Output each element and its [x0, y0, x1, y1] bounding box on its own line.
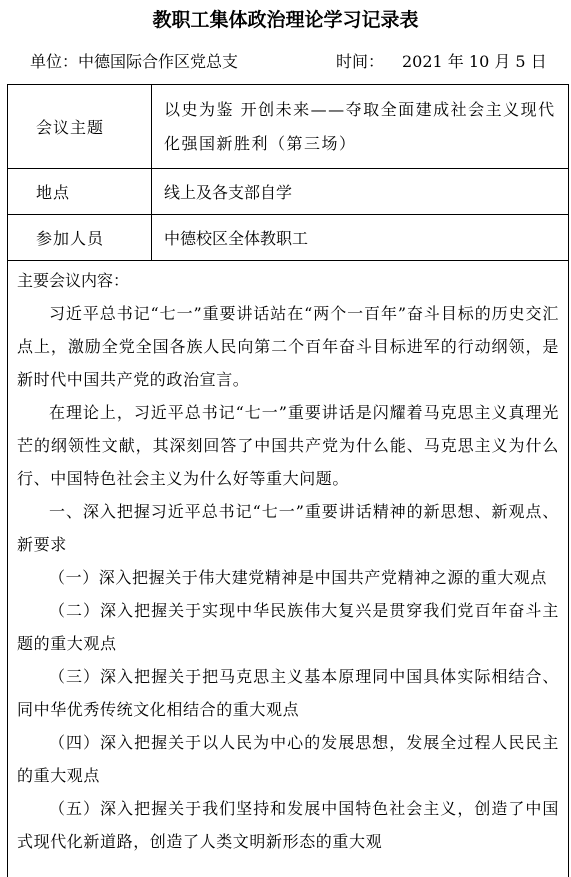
table-row-participants [8, 215, 569, 261]
date-value: 2021 年 10 月 5 日 [402, 52, 547, 71]
form-title: 教职工集体政治理论学习记录表 [152, 9, 419, 31]
content-paragraph: 习近平总书记“七一”重要讲话站在“两个一百年”奋斗目标的历史交汇点上，激励全党全国各族人民向第二个百年奋斗目标进军的行动纲领，是新时代中国共产党的政治宣言。 [17, 304, 559, 389]
content-paragraph: 一、深入把握习近平总书记“七一”重要讲话精神的新思想、新观点、新要求 [17, 502, 559, 554]
location-label: 地点 [8, 169, 152, 215]
participants-value: 中德校区全体教职工 [152, 215, 569, 261]
meeting-content [7, 260, 569, 877]
table-row-location [8, 169, 569, 215]
location-value: 线上及各支部自学 [152, 169, 569, 215]
unit-field: 单位：中德国际合作区党总支 [30, 52, 239, 71]
record-table [7, 84, 569, 261]
content-paragraph: （四）深入把握关于以人民为中心的发展思想，发展全过程人民民主的重大观点 [17, 733, 559, 785]
content-paragraph: 在理论上，习近平总书记“七一”重要讲话是闪耀着马克思主义真理光芒的纲领性文献，其深刻回答了中国共产党为什么能、马克思主义为什么行、中国特色社会主义为什么好等重大问题。 [17, 403, 559, 488]
time-label: 时间： [336, 52, 385, 71]
content-heading: 主要会议内容： [17, 271, 130, 290]
content-paragraph: （二）深入把握关于实现中华民族伟大复兴是贯穿我们党百年奋斗主题的重大观点 [17, 601, 559, 653]
participants-label: 参加人员 [8, 215, 152, 261]
content-paragraph: （五）深入把握关于我们坚持和发展中国特色社会主义，创造了中国式现代化新道路，创造了人类文明新形态的重大观 [17, 799, 559, 851]
topic-value: 以史为鉴 开创未来——夺取全面建成社会主义现代化强国新胜利（第三场） [152, 85, 569, 169]
content-paragraph: （一）深入把握关于伟大建党精神是中国共产党精神之源的重大观点 [49, 568, 548, 587]
content-paragraph: （三）深入把握关于把马克思主义基本原理同中国具体实际相结合、同中华优秀传统文化相结合的重大观点 [17, 667, 559, 719]
table-row-topic [8, 85, 569, 169]
topic-label: 会议主题 [8, 85, 152, 169]
